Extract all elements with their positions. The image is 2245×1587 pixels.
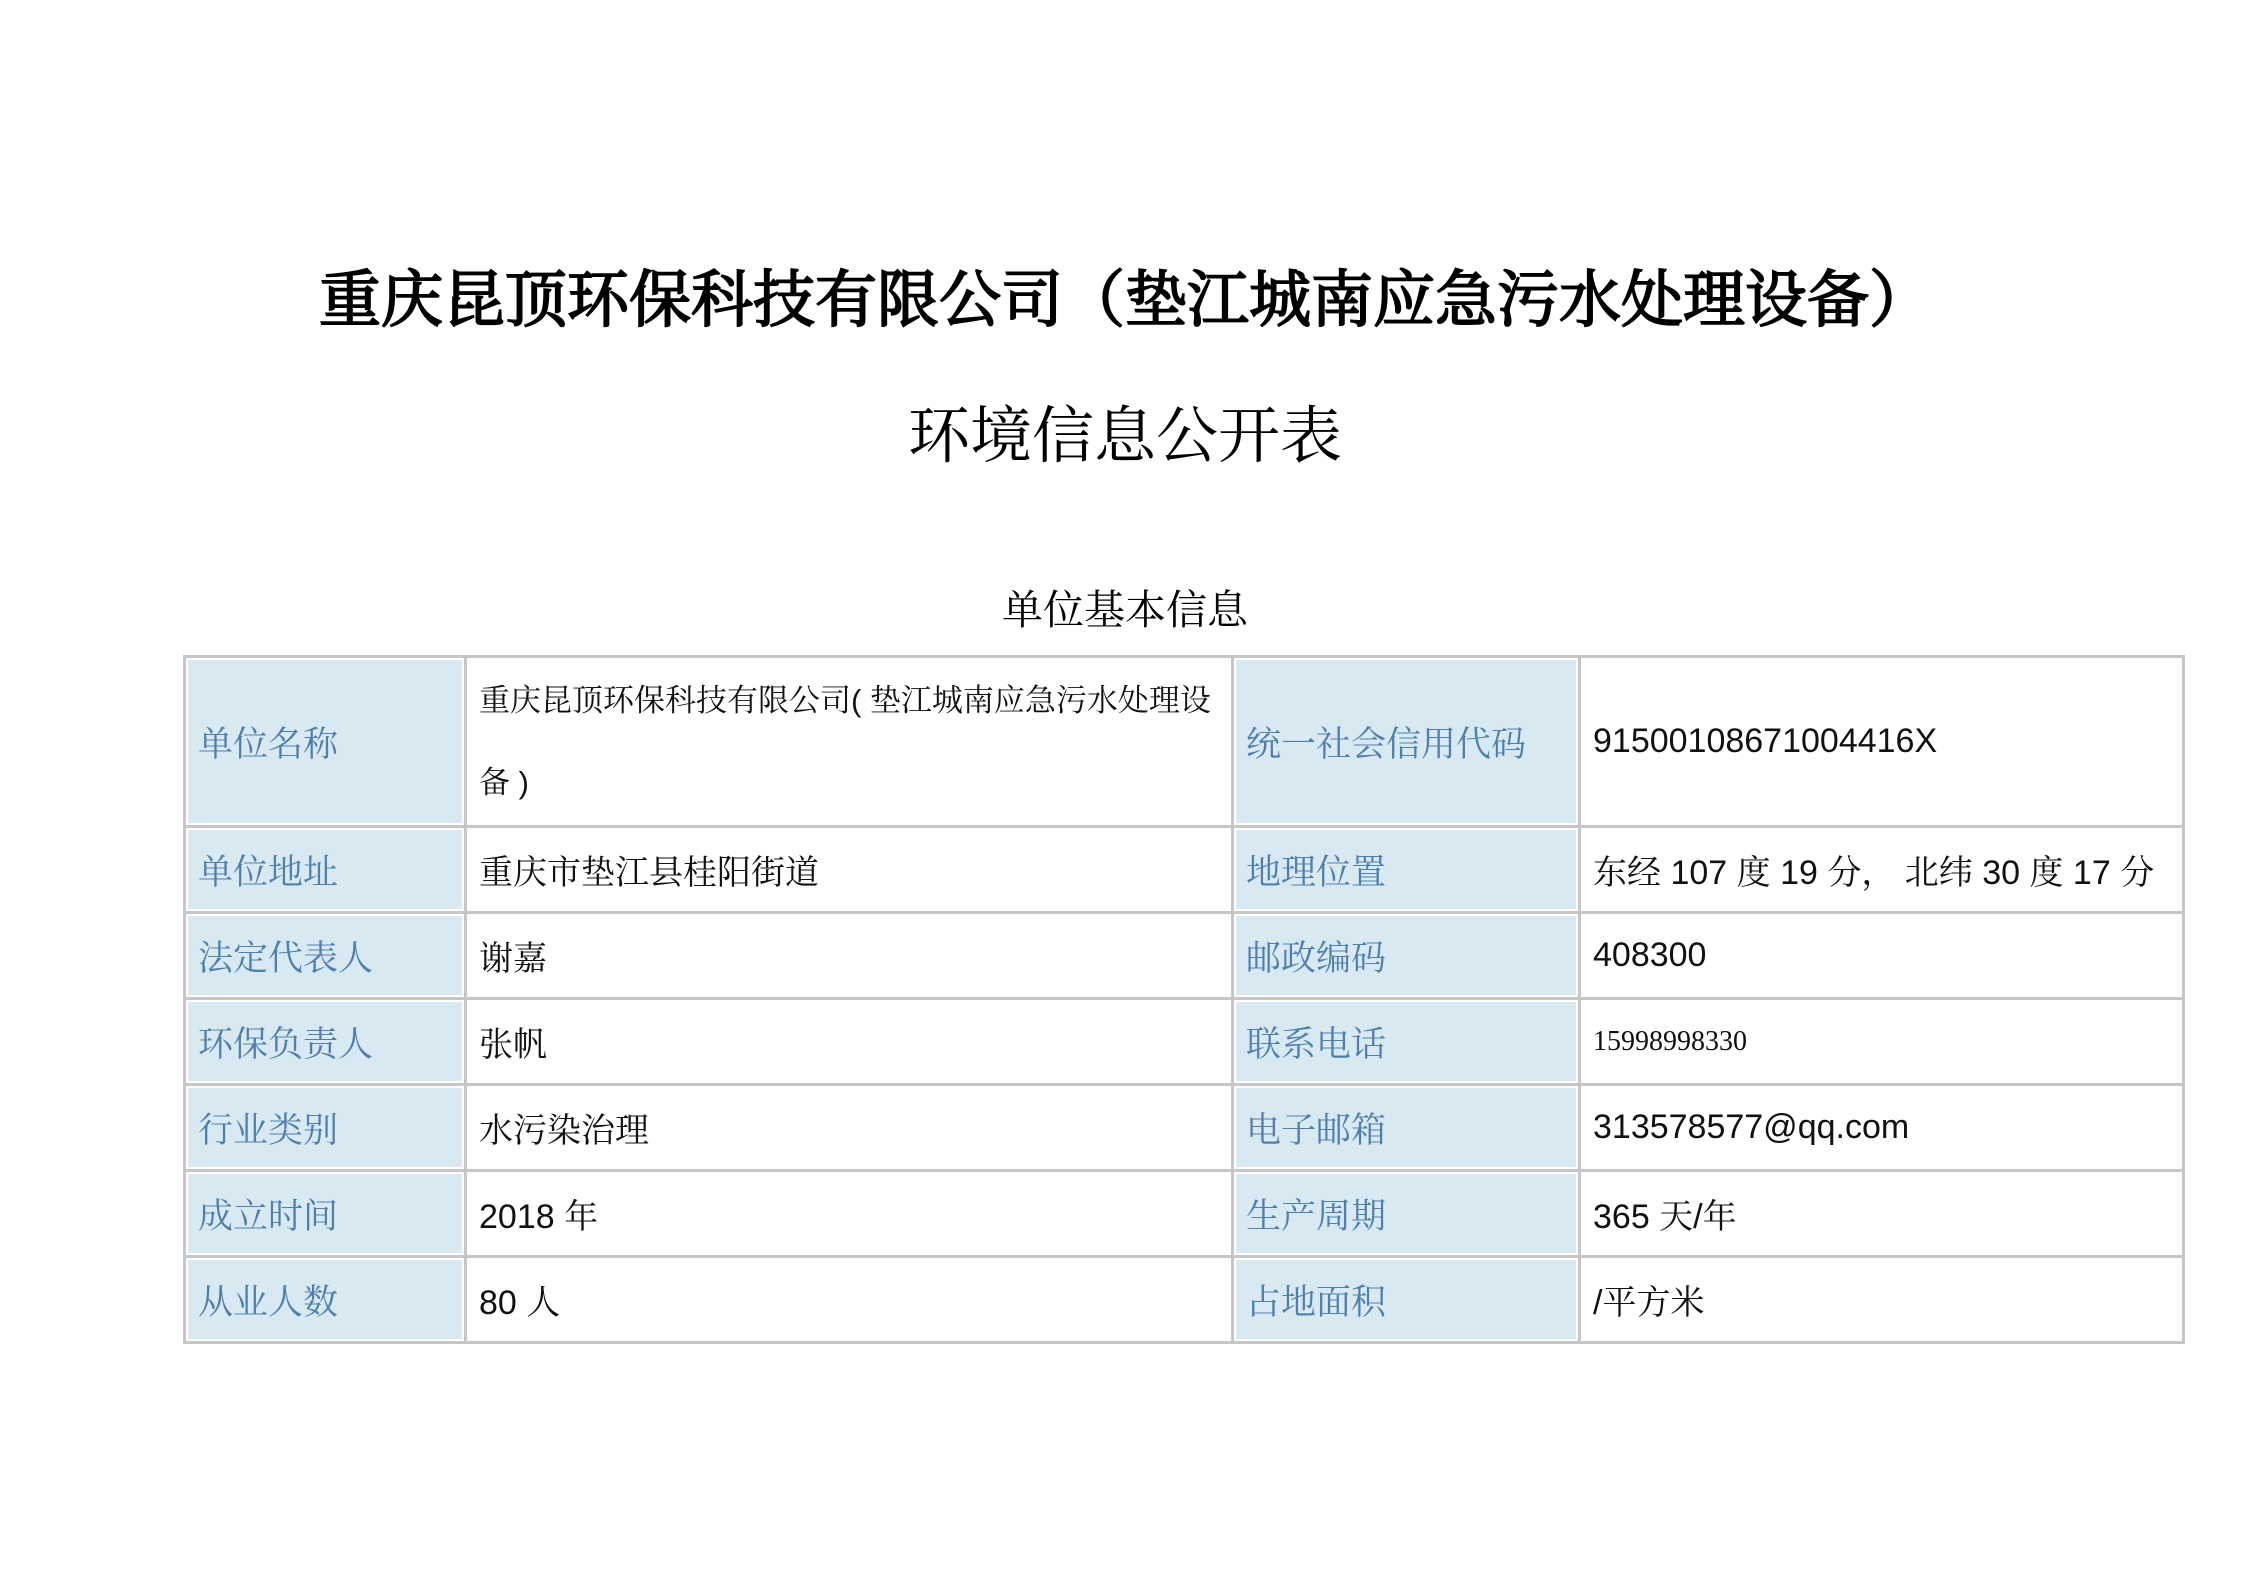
value-credit-code: 91500108671004416X (1580, 657, 2184, 827)
value-email: 313578577@qq.com (1580, 1085, 2184, 1171)
section-title-basic-info: 单位基本信息 (1002, 587, 1248, 633)
table-row (185, 913, 2184, 999)
value-land-area: /平方米 (1580, 1257, 2184, 1343)
value-legal-representative: 谢嘉 (466, 913, 1233, 999)
label-legal-representative: 法定代表人 (185, 913, 466, 999)
label-credit-code: 统一社会信用代码 (1233, 657, 1580, 827)
label-founded-date: 成立时间 (185, 1171, 466, 1257)
label-geo-location: 地理位置 (1233, 827, 1580, 913)
table-row (185, 999, 2184, 1085)
table-row (185, 657, 2184, 827)
document-title-line-2: 环境信息公开表 (907, 402, 1342, 471)
value-geo-location: 东经 107 度 19 分， 北纬 30 度 17 分 (1580, 827, 2184, 913)
label-phone: 联系电话 (1233, 999, 1580, 1085)
table-row (185, 1085, 2184, 1171)
document-title-line-1: 重庆昆顶环保科技有限公司（垫江城南应急污水处理设备） (318, 266, 1931, 335)
value-postal-code: 408300 (1580, 913, 2184, 999)
basic-info-table (183, 655, 2185, 1344)
value-production-cycle: 365 天/年 (1580, 1171, 2184, 1257)
value-env-manager: 张帆 (466, 999, 1233, 1085)
label-staff-count: 从业人数 (185, 1257, 466, 1343)
label-industry-category: 行业类别 (185, 1085, 466, 1171)
value-staff-count: 80 人 (466, 1257, 1233, 1343)
value-founded-date: 2018 年 (466, 1171, 1233, 1257)
table-row (185, 827, 2184, 913)
label-land-area: 占地面积 (1233, 1257, 1580, 1343)
value-address: 重庆市垫江县桂阳街道 (466, 827, 1233, 913)
label-email: 电子邮箱 (1233, 1085, 1580, 1171)
value-industry-category: 水污染治理 (466, 1085, 1233, 1171)
label-address: 单位地址 (185, 827, 466, 913)
value-phone: 15998998330 (1580, 999, 2184, 1085)
label-postal-code: 邮政编码 (1233, 913, 1580, 999)
table-row (185, 1257, 2184, 1343)
label-production-cycle: 生产周期 (1233, 1171, 1580, 1257)
value-company-name: 重庆昆顶环保科技有限公司( 垫江城南应急污水处理设备 ) (466, 657, 1233, 827)
label-env-manager: 环保负责人 (185, 999, 466, 1085)
label-company-name: 单位名称 (185, 657, 466, 827)
table-row (185, 1171, 2184, 1257)
